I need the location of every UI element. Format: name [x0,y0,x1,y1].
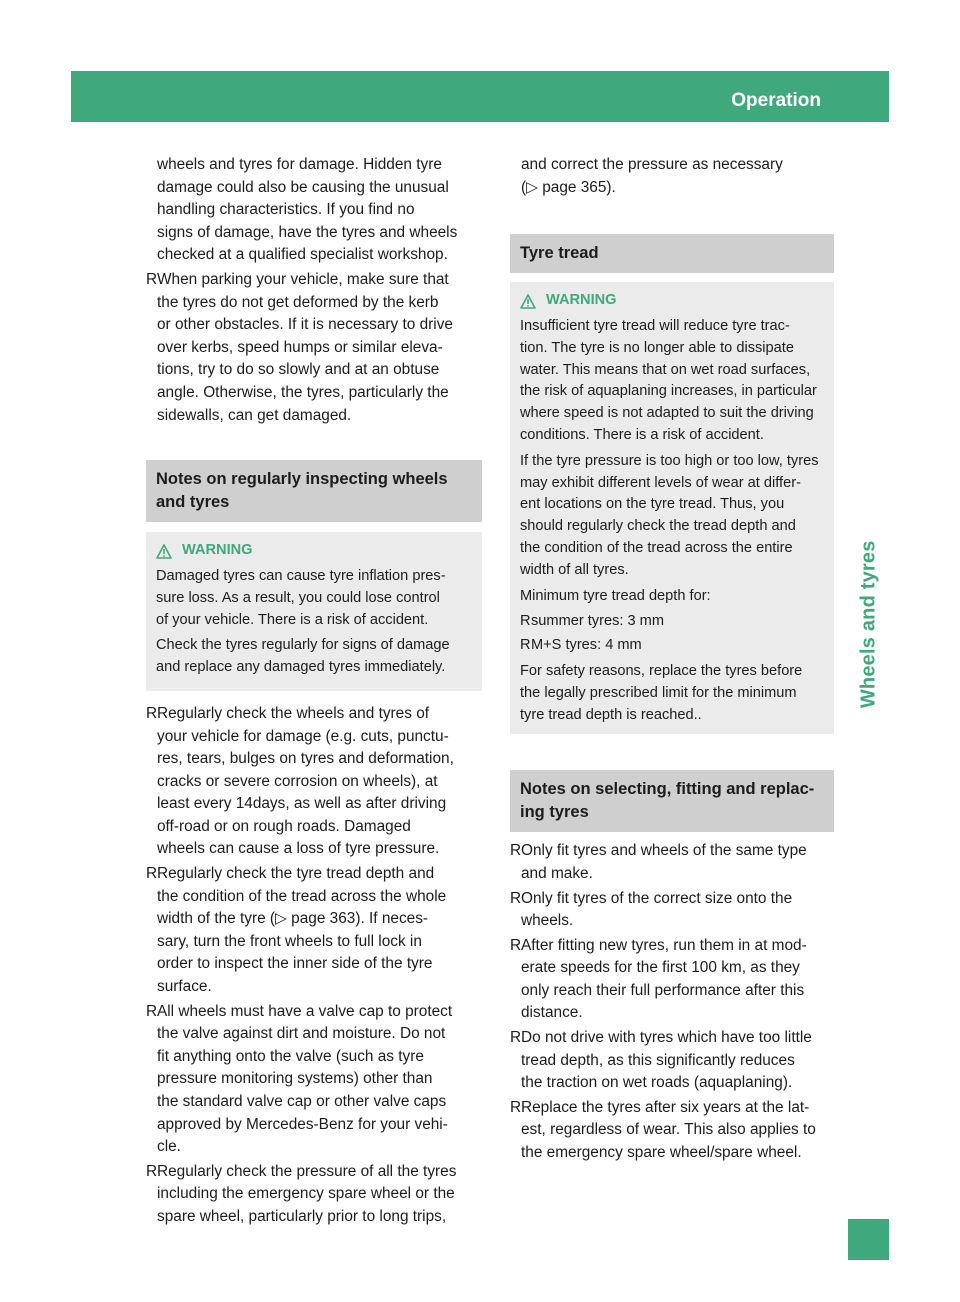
text-line: including the emergency spare wheel or the [157,1185,455,1203]
bullet-icon: R [146,1162,158,1180]
text-line: tread depth, as this significantly reduces [521,1051,795,1069]
text-line: the risk of aquaplaning increases, in particular [520,383,817,400]
bullet-icon: R [510,1098,522,1116]
header-divider [901,71,904,122]
text-line: res, tears, bulges on tyres and deformation, [157,750,454,768]
text-line: off-road or on rough roads. Damaged [157,817,411,835]
text-line: conditions. There is a risk of accident. [520,426,764,443]
heading-line: Tyre tread [520,244,599,263]
text-line: width of all tyres. [520,561,629,578]
page-number: 363 [912,94,939,111]
list-item [146,703,482,861]
warning-title [156,540,472,562]
warning-icon [520,294,536,309]
bullet-list [510,840,834,1164]
heading-line: and tyres [156,493,230,512]
bullet-icon: R [146,704,158,722]
bullet-icon: R [510,936,522,954]
section-heading [510,770,834,832]
warning-icon [156,544,172,559]
list-item [510,935,834,1025]
text-line: tyre tread depth is reached.. [520,706,702,723]
text-line: summer tyres: 3 mm [531,613,664,630]
text-line: Do not drive with tyres which have too little [521,1029,812,1047]
list-item [510,1097,834,1165]
text-line: surface. [157,978,212,996]
text-line: Regularly check the wheels and tyres of [157,704,430,722]
text-line: After fitting new tyres, run them in at mod- [521,936,807,954]
text-line: approved by Mercedes-Benz for your vehi- [157,1115,448,1133]
text-line: checked at a qualified specialist workshop. [157,246,448,264]
text-line: or other obstacles. If it is necessary to drive [157,316,453,334]
text-line: only reach their full performance after this [521,981,805,999]
side-marker [848,1219,889,1260]
text-line: cle. [157,1138,181,1156]
list-item [510,1027,834,1095]
text-line: Regularly check the tyre tread depth and [157,865,435,883]
text-line: erate speeds for the first 100 km, as they [521,959,800,977]
warning-box [146,532,482,691]
text-line: and make. [521,864,593,882]
text-line: sidewalls, can get damaged. [157,406,352,424]
text-line: If the tyre pressure is too high or too low, tyres [520,452,819,469]
text-line: your vehicle for damage (e.g. cuts, punctu- [157,727,449,745]
bullet-icon: R [146,270,158,288]
text-line: the condition of the tread across the whole [157,887,447,905]
text-line: Insufficient tyre tread will reduce tyre trac- [520,317,790,334]
text-line: over kerbs, speed humps or similar eleva- [157,338,443,356]
warning-paragraph [156,635,472,679]
text-line: damage could also be causing the unusual [157,178,449,196]
list-item [510,888,834,933]
warning-label: WARNING [182,542,253,559]
text-line: distance. [521,1004,583,1022]
text-line: cracks or severe corrosion on wheels), at [157,772,438,790]
text-line: order to inspect the inner side of the tyre [157,955,433,973]
text-line: should regularly check the tread depth and [520,518,796,535]
text-line: the legally prescribed limit for the minimum [520,684,797,701]
text-line: and replace any damaged tyres immediately. [156,659,446,676]
text-line: Replace the tyres after six years at the lat- [521,1098,810,1116]
text-line: ent locations on the tyre tread. Thus, you [520,496,785,513]
heading-line: Notes on regularly inspecting wheels [156,470,448,489]
page-reference-link[interactable]: width of the tyre (▷ page 363). If neces- [157,910,429,928]
list-item [146,269,482,427]
warning-label: WARNING [546,292,617,309]
bullet-icon: R [520,613,531,630]
list-item [510,840,834,885]
text-line: the tyres do not get deformed by the kerb [157,293,439,311]
text-line: When parking your vehicle, make sure that [157,270,449,288]
left-column [146,154,482,1231]
text-line: sary, turn the front wheels to full lock in [157,932,422,950]
text-line: the condition of the tread across the entire [520,539,793,556]
text-line: Check the tyres regularly for signs of damage [156,637,450,654]
text-line: wheels. [521,912,574,930]
bullet-icon: R [520,637,531,654]
text-line: where speed is not adapted to suit the driving [520,405,814,422]
page-header [71,71,939,122]
bullet-icon: R [510,889,522,907]
text-line: fit anything onto the valve (such as tyre [157,1047,424,1065]
warning-paragraph [520,661,824,726]
section-heading [510,234,834,273]
text-line: the traction on wet roads (aquaplaning). [521,1074,793,1092]
text-line: least every 14days, as well as after driving [157,795,447,813]
text-line: the emergency spare wheel/spare wheel. [521,1144,802,1162]
text-line: water. This means that on wet road surfaces, [520,361,811,378]
warning-paragraph [520,316,824,447]
header-section-title: Operation [731,90,821,111]
text-line: of your vehicle. There is a risk of accident. [156,611,429,628]
text-line: spare wheel, particularly prior to long trips, [157,1207,447,1225]
text-line: M+S tyres: 4 mm [531,637,642,654]
bullet-list [146,703,482,1229]
text-line: handling characteristics. If you find no [157,201,415,219]
text-line: wheels can cause a loss of tyre pressure. [157,840,440,858]
bullet-icon: R [146,865,158,883]
list-item [146,1001,482,1159]
bullet-icon: R [510,842,522,860]
text-line: pressure monitoring systems) other than [157,1070,433,1088]
text-line: tions, try to do so slowly and at an obtuse [157,361,440,379]
warning-box [510,282,834,734]
text-line: tion. The tyre is no longer able to dissipate [520,339,794,356]
heading-line: Notes on selecting, fitting and replac- [520,780,815,799]
text-line: Minimum tyre tread depth for: [520,587,711,604]
text-line: and correct the pressure as necessary [521,156,783,173]
warning-paragraph [520,451,824,582]
side-tab-label: Wheels and tyres [857,540,880,709]
page-reference-link[interactable]: (▷ page 365). [521,178,616,196]
list-item [146,863,482,999]
bullet-icon: R [510,1029,522,1047]
bullet-icon: R [146,1002,158,1020]
text-line: signs of damage, have the tyres and wheels [157,223,458,241]
warning-paragraph [520,586,824,608]
heading-line: ing tyres [520,803,589,822]
text-line: the standard valve cap or other valve caps [157,1093,447,1110]
text-line: Damaged tyres can cause tyre inflation pres- [156,567,446,584]
text-line: All wheels must have a valve cap to protect [157,1002,453,1020]
list-item [520,635,824,657]
text-line: angle. Otherwise, the tyres, particularly the [157,383,449,401]
text-line: Only fit tyres and wheels of the same type [521,842,807,860]
section-heading [146,460,482,522]
text-line: sure loss. As a result, you could lose control [156,589,440,606]
text-line: Regularly check the pressure of all the tyres [157,1162,457,1180]
text-line: may exhibit different levels of wear at differ- [520,474,801,491]
text-line: the valve against dirt and moisture. Do not [157,1025,446,1043]
list-item [520,611,824,633]
right-column [510,154,834,1167]
text-line: est, regardless of wear. This also applies to [521,1121,816,1139]
warning-title [520,290,824,312]
text-line: wheels and tyres for damage. Hidden tyre [157,156,442,173]
side-tab [848,538,889,711]
intro-paragraph [146,154,482,267]
text-line: Only fit tyres of the correct size onto the [521,889,793,907]
warning-paragraph [156,566,472,631]
list-item [146,1161,482,1229]
text-line: For safety reasons, replace the tyres before [520,662,803,679]
continuation-paragraph [510,154,834,199]
